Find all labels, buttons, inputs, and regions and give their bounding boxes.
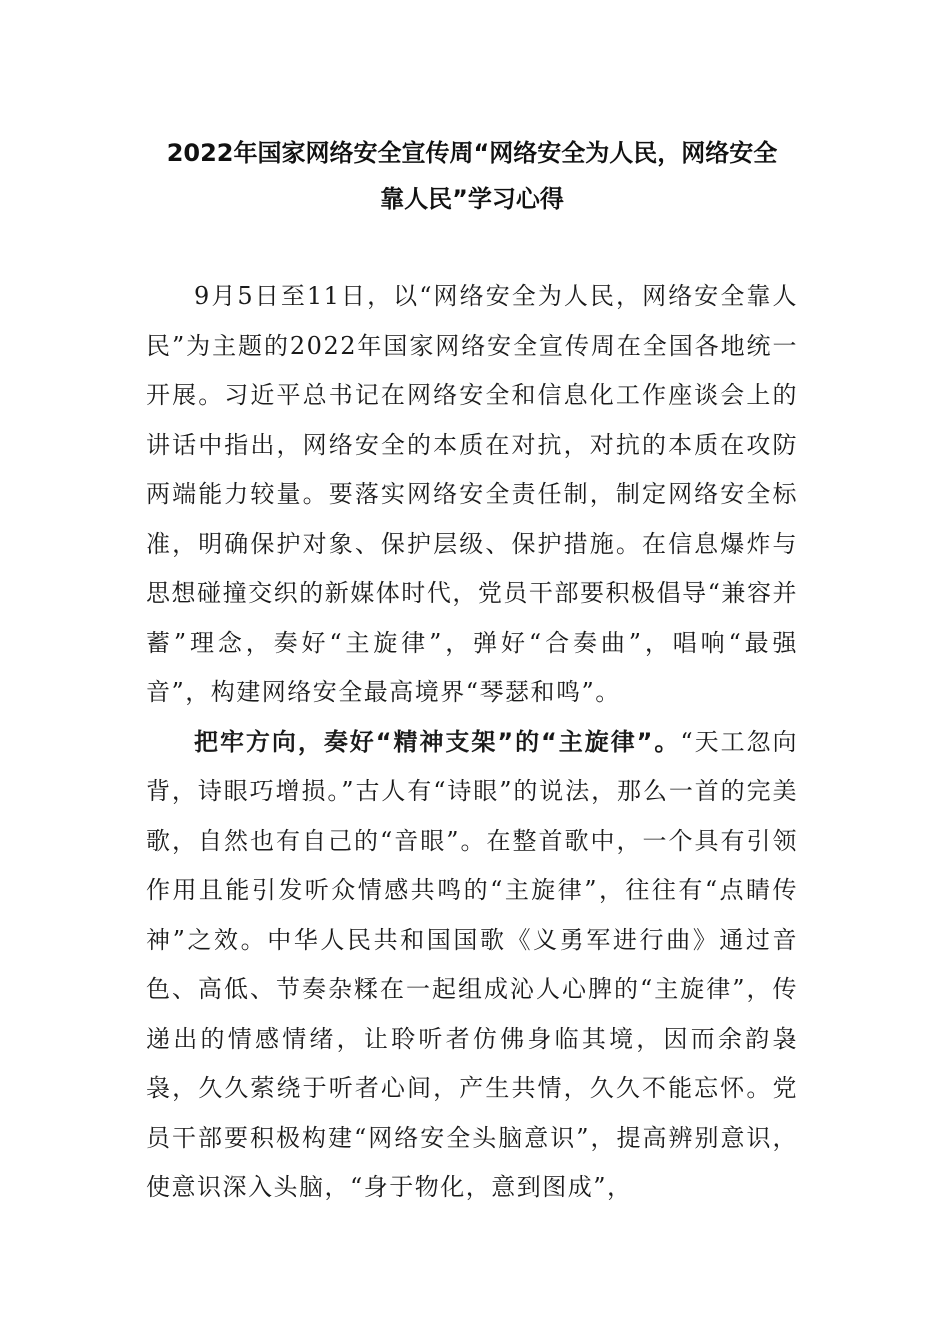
title-line-1: 2022年国家网络安全宣传周“网络安全为人民，网络安全 bbox=[166, 139, 778, 167]
document-body bbox=[146, 272, 798, 1213]
title-line-2: 靠人民”学习心得 bbox=[380, 185, 564, 213]
document-page bbox=[146, 130, 798, 1213]
paragraph-lead-heading: 把牢方向，奏好“精神支架”的“主旋律”。 bbox=[194, 727, 681, 756]
paragraph-intro bbox=[146, 272, 798, 718]
paragraph-main-melody bbox=[146, 718, 798, 1213]
paragraph-text: 9月5日至11日，以“网络安全为人民，网络安全靠人民”为主题的2022年国家网络安全宣传周在全国各地统一开展。习近平总书记在网络安全和信息化工作座谈会上的讲话中指出，网络安全的本质在对抗，对抗的本质在攻防两端能力较量。要落实网络安全责任制，制定网络安全标准，明确保护对象、保护层级、保护措施。在信息爆炸与思想碰撞交织的新媒体时代，党员干部要积极倡导“兼容并蓄”理念，奏好“主旋律”，弹好“合奏曲”，唱响“最强音”，构建网络安全最高境界“琴瑟和鸣”。 bbox=[146, 282, 798, 706]
document-title bbox=[146, 130, 798, 222]
paragraph-text: “天工忽向背，诗眼巧增损。”古人有“诗眼”的说法，那么一首的完美歌，自然也有自己的“音眼”。在整首歌中，一个具有引领作用且能引发听众情感共鸣的“主旋律”，往往有“点睛传神”之效。中华人民共和国国歌《义勇军进行曲》通过音色、高低、节奏杂糅在一起组成沁人心脾的“主旋律”，传递出的情感情绪，让聆听者仿佛身临其境，因而余韵袅袅，久久萦绕于听者心间，产生共情，久久不能忘怀。党员干部要积极构建“网络安全头脑意识”，提高辨别意识，使意识深入头脑，“身于物化，意到图成”， bbox=[146, 727, 798, 1201]
